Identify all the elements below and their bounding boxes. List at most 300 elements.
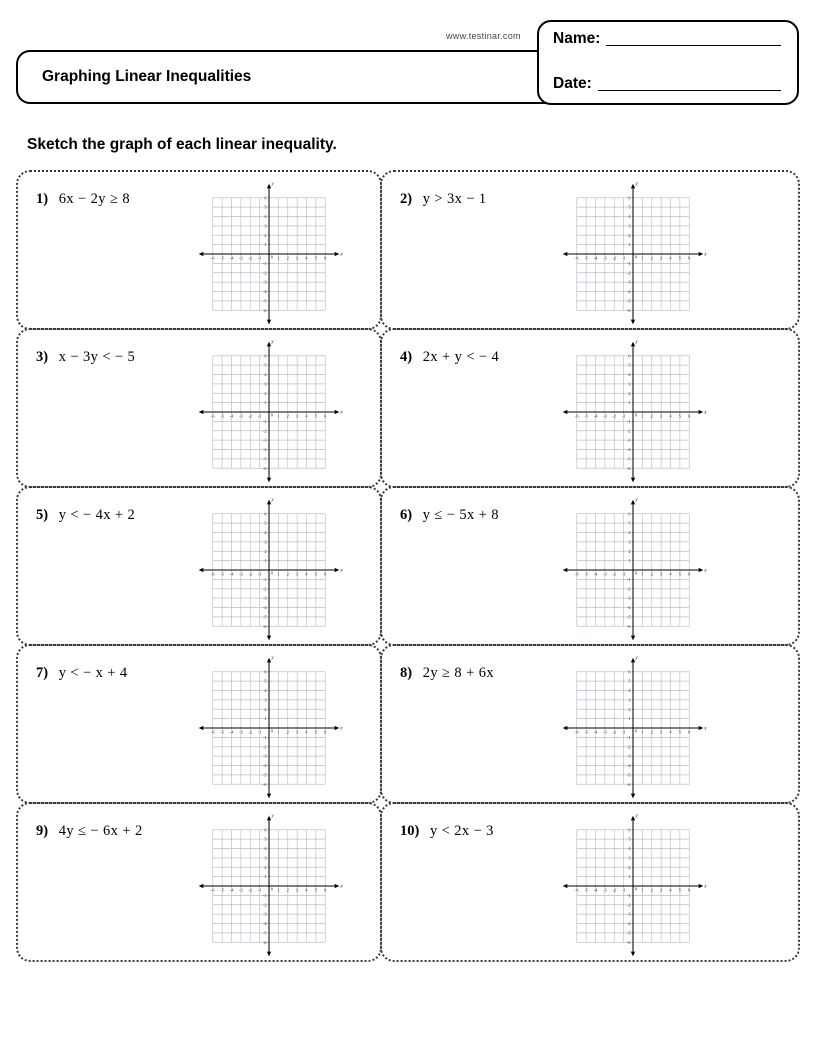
svg-text:4: 4 (669, 729, 672, 735)
svg-text:3: 3 (296, 571, 299, 577)
coordinate-grid (194, 179, 344, 329)
svg-text:6: 6 (264, 511, 267, 517)
svg-text:-1: -1 (626, 734, 631, 740)
svg-text:5: 5 (678, 729, 681, 735)
svg-text:-2: -2 (248, 255, 253, 261)
svg-text:-5: -5 (626, 930, 631, 936)
svg-text:x: x (340, 725, 343, 732)
problem-text (400, 492, 558, 524)
svg-text:-2: -2 (262, 428, 267, 434)
svg-text:6: 6 (628, 827, 631, 833)
problem-cell (16, 328, 382, 488)
svg-text:-6: -6 (210, 413, 215, 419)
svg-text:3: 3 (660, 255, 663, 261)
coordinate-grid (558, 495, 708, 645)
svg-text:-6: -6 (210, 255, 215, 261)
svg-text:-4: -4 (626, 447, 631, 452)
svg-text:4: 4 (669, 413, 672, 419)
svg-text:-3: -3 (239, 887, 243, 893)
problem-text (36, 808, 194, 840)
svg-text:-4: -4 (229, 255, 234, 261)
svg-text:-3: -3 (603, 571, 607, 577)
svg-text:-6: -6 (626, 939, 631, 945)
svg-text:3: 3 (660, 887, 663, 893)
problem-inequality: y < − 4x + 2 (58, 507, 136, 523)
svg-text:y: y (635, 339, 638, 346)
svg-text:-3: -3 (626, 753, 631, 759)
svg-text:-1: -1 (262, 734, 267, 740)
svg-text:-3: -3 (603, 887, 607, 893)
svg-text:-5: -5 (584, 255, 588, 261)
svg-text:3: 3 (296, 887, 299, 893)
svg-text:6: 6 (628, 195, 631, 201)
svg-text:2: 2 (628, 864, 631, 870)
svg-text:6: 6 (264, 669, 267, 675)
svg-text:3: 3 (628, 381, 631, 387)
problem-number: 7) (36, 665, 49, 681)
svg-text:-6: -6 (262, 307, 267, 313)
svg-text:1: 1 (628, 716, 631, 722)
problem-number: 9) (36, 823, 49, 839)
coordinate-grid (558, 653, 708, 803)
svg-text:-4: -4 (593, 887, 598, 893)
svg-text:2: 2 (650, 571, 653, 577)
svg-text:-3: -3 (262, 279, 267, 285)
svg-text:6: 6 (628, 511, 631, 517)
svg-text:1: 1 (628, 874, 631, 880)
svg-text:-4: -4 (626, 763, 631, 768)
svg-text:x: x (704, 883, 707, 890)
svg-text:2: 2 (650, 255, 653, 261)
svg-text:6: 6 (688, 571, 691, 577)
problem-number: 6) (400, 507, 413, 523)
svg-text:1: 1 (628, 242, 631, 248)
svg-text:-6: -6 (574, 729, 579, 735)
svg-text:-5: -5 (262, 772, 267, 778)
svg-text:4: 4 (628, 372, 631, 377)
svg-text:1: 1 (628, 400, 631, 406)
problem-number: 8) (400, 665, 413, 681)
svg-text:1: 1 (277, 887, 280, 893)
svg-text:-3: -3 (262, 911, 267, 917)
problem-text (400, 176, 558, 208)
svg-text:0: 0 (270, 570, 273, 576)
svg-text:-6: -6 (262, 623, 267, 629)
svg-text:-6: -6 (210, 571, 215, 577)
svg-text:-5: -5 (262, 930, 267, 936)
problem-cell (16, 486, 382, 646)
problem-inequality: 2x + y < − 4 (422, 349, 500, 365)
svg-text:5: 5 (264, 520, 267, 526)
svg-text:0: 0 (634, 254, 637, 260)
svg-text:0: 0 (634, 570, 637, 576)
svg-text:1: 1 (277, 571, 280, 577)
svg-text:5: 5 (628, 362, 631, 368)
problem-number: 2) (400, 191, 413, 207)
svg-text:2: 2 (650, 887, 653, 893)
svg-text:-2: -2 (626, 586, 631, 592)
coordinate-grid (558, 811, 708, 961)
svg-text:-3: -3 (603, 413, 607, 419)
svg-text:6: 6 (688, 729, 691, 735)
svg-text:-6: -6 (574, 413, 579, 419)
svg-text:-2: -2 (262, 902, 267, 908)
date-fill-line[interactable] (598, 77, 781, 91)
svg-text:3: 3 (628, 855, 631, 861)
svg-text:3: 3 (264, 539, 267, 545)
svg-text:-5: -5 (220, 255, 224, 261)
svg-text:-4: -4 (593, 255, 598, 261)
coordinate-grid (194, 653, 344, 803)
svg-text:1: 1 (641, 571, 644, 577)
svg-text:2: 2 (264, 390, 267, 396)
svg-text:-4: -4 (229, 571, 234, 577)
svg-text:y: y (635, 181, 638, 188)
svg-text:-2: -2 (248, 887, 253, 893)
svg-text:-3: -3 (239, 729, 243, 735)
svg-text:4: 4 (628, 530, 631, 535)
problem-cell (16, 802, 382, 962)
svg-text:3: 3 (264, 381, 267, 387)
website-url: www.testinar.com (446, 31, 521, 41)
svg-text:-2: -2 (612, 413, 617, 419)
problem-cell (16, 170, 382, 330)
svg-text:y: y (271, 813, 274, 820)
svg-text:-1: -1 (621, 729, 626, 735)
svg-text:y: y (635, 497, 638, 504)
svg-text:1: 1 (264, 874, 267, 880)
svg-text:0: 0 (270, 412, 273, 418)
svg-text:x: x (704, 409, 707, 416)
svg-text:5: 5 (314, 729, 317, 735)
svg-text:y: y (271, 339, 274, 346)
svg-text:5: 5 (628, 836, 631, 842)
svg-text:-3: -3 (626, 911, 631, 917)
svg-text:5: 5 (678, 255, 681, 261)
svg-text:-2: -2 (248, 729, 253, 735)
name-fill-line[interactable] (606, 32, 781, 46)
date-label: Date: (553, 75, 592, 92)
problem-text (400, 650, 558, 682)
problem-cell (16, 644, 382, 804)
svg-text:-6: -6 (262, 465, 267, 471)
svg-text:-4: -4 (593, 413, 598, 419)
svg-text:1: 1 (277, 729, 280, 735)
svg-text:5: 5 (264, 204, 267, 210)
svg-text:-5: -5 (584, 729, 588, 735)
svg-text:-2: -2 (248, 571, 253, 577)
svg-text:-1: -1 (621, 413, 626, 419)
svg-text:-4: -4 (593, 571, 598, 577)
svg-text:y: y (635, 655, 638, 662)
problem-text (36, 334, 194, 366)
svg-text:1: 1 (277, 413, 280, 419)
svg-text:6: 6 (324, 413, 327, 419)
svg-text:-5: -5 (584, 887, 588, 893)
svg-text:2: 2 (264, 864, 267, 870)
svg-text:4: 4 (669, 255, 672, 261)
svg-text:2: 2 (628, 548, 631, 554)
svg-text:5: 5 (314, 413, 317, 419)
svg-text:-5: -5 (626, 614, 631, 620)
svg-text:-5: -5 (626, 772, 631, 778)
svg-text:-4: -4 (626, 921, 631, 926)
name-label: Name: (553, 30, 601, 47)
worksheet-title: Graphing Linear Inequalities (42, 68, 252, 85)
svg-text:1: 1 (264, 242, 267, 248)
svg-text:5: 5 (678, 571, 681, 577)
problem-cell (380, 328, 800, 488)
svg-text:2: 2 (264, 706, 267, 712)
svg-text:2: 2 (286, 413, 289, 419)
svg-text:-2: -2 (262, 586, 267, 592)
svg-text:6: 6 (324, 887, 327, 893)
problem-text (400, 334, 558, 366)
date-row (553, 75, 781, 93)
coordinate-grid (558, 337, 708, 487)
svg-text:-6: -6 (574, 887, 579, 893)
svg-text:-5: -5 (584, 571, 588, 577)
svg-text:1: 1 (264, 558, 267, 564)
problem-inequality: y ≤ − 5x + 8 (422, 507, 499, 523)
svg-text:0: 0 (270, 254, 273, 260)
problem-number: 1) (36, 191, 49, 207)
svg-text:3: 3 (660, 571, 663, 577)
problem-inequality: 4y ≤ − 6x + 2 (58, 823, 143, 839)
svg-text:5: 5 (314, 255, 317, 261)
svg-text:-5: -5 (626, 456, 631, 462)
svg-text:4: 4 (305, 729, 308, 735)
coordinate-grid (194, 811, 344, 961)
svg-text:-3: -3 (603, 729, 607, 735)
svg-text:6: 6 (324, 571, 327, 577)
svg-text:-1: -1 (262, 576, 267, 582)
svg-text:-1: -1 (257, 887, 262, 893)
problem-inequality: 2y ≥ 8 + 6x (422, 665, 495, 681)
svg-text:-2: -2 (612, 571, 617, 577)
svg-text:-4: -4 (229, 729, 234, 735)
svg-text:3: 3 (628, 697, 631, 703)
svg-text:5: 5 (628, 678, 631, 684)
svg-text:-5: -5 (220, 571, 224, 577)
svg-text:3: 3 (660, 413, 663, 419)
svg-text:-3: -3 (239, 413, 243, 419)
svg-text:-1: -1 (262, 418, 267, 424)
svg-text:-5: -5 (584, 413, 588, 419)
svg-text:3: 3 (264, 223, 267, 229)
svg-text:2: 2 (650, 413, 653, 419)
instruction-text: Sketch the graph of each linear inequality. (27, 136, 337, 153)
svg-text:5: 5 (314, 887, 317, 893)
svg-text:2: 2 (286, 887, 289, 893)
problem-cell (380, 644, 800, 804)
problem-inequality: 6x − 2y ≥ 8 (58, 191, 131, 207)
svg-text:3: 3 (660, 729, 663, 735)
svg-text:-3: -3 (239, 255, 243, 261)
svg-text:1: 1 (628, 558, 631, 564)
svg-text:3: 3 (296, 255, 299, 261)
svg-text:2: 2 (286, 729, 289, 735)
svg-text:-1: -1 (257, 413, 262, 419)
svg-text:-3: -3 (262, 437, 267, 443)
svg-text:-2: -2 (612, 255, 617, 261)
svg-text:-2: -2 (612, 729, 617, 735)
svg-text:-4: -4 (262, 289, 267, 294)
svg-text:5: 5 (678, 413, 681, 419)
svg-text:6: 6 (324, 255, 327, 261)
coordinate-grid (194, 495, 344, 645)
svg-text:-4: -4 (593, 729, 598, 735)
svg-text:-1: -1 (262, 260, 267, 266)
svg-text:6: 6 (628, 353, 631, 359)
svg-text:-1: -1 (626, 418, 631, 424)
problem-cell (380, 170, 800, 330)
svg-text:-4: -4 (229, 413, 234, 419)
svg-text:y: y (271, 181, 274, 188)
svg-text:2: 2 (286, 571, 289, 577)
svg-text:-3: -3 (626, 595, 631, 601)
svg-text:-4: -4 (262, 921, 267, 926)
svg-text:3: 3 (264, 855, 267, 861)
svg-text:x: x (340, 567, 343, 574)
svg-text:-4: -4 (626, 289, 631, 294)
svg-text:-6: -6 (626, 781, 631, 787)
svg-text:4: 4 (264, 530, 267, 535)
svg-text:-4: -4 (262, 605, 267, 610)
svg-text:2: 2 (628, 706, 631, 712)
problem-cell (380, 486, 800, 646)
svg-text:-2: -2 (262, 744, 267, 750)
svg-text:-1: -1 (626, 576, 631, 582)
name-row (553, 30, 781, 48)
problem-number: 4) (400, 349, 413, 365)
svg-text:-6: -6 (210, 729, 215, 735)
svg-text:0: 0 (634, 412, 637, 418)
svg-text:6: 6 (264, 195, 267, 201)
svg-text:6: 6 (688, 413, 691, 419)
svg-text:x: x (340, 409, 343, 416)
svg-text:x: x (704, 567, 707, 574)
svg-text:-2: -2 (262, 270, 267, 276)
svg-text:-3: -3 (626, 279, 631, 285)
problem-inequality: x − 3y < − 5 (58, 349, 136, 365)
svg-text:-4: -4 (229, 887, 234, 893)
coordinate-grid (558, 179, 708, 329)
svg-text:x: x (340, 251, 343, 258)
svg-text:-6: -6 (574, 571, 579, 577)
svg-text:-1: -1 (262, 892, 267, 898)
svg-text:5: 5 (314, 571, 317, 577)
svg-text:4: 4 (305, 413, 308, 419)
svg-text:-3: -3 (603, 255, 607, 261)
svg-text:2: 2 (650, 729, 653, 735)
problems-grid (16, 170, 800, 962)
svg-text:1: 1 (264, 400, 267, 406)
svg-text:1: 1 (264, 716, 267, 722)
svg-text:3: 3 (628, 539, 631, 545)
svg-text:6: 6 (324, 729, 327, 735)
svg-text:-6: -6 (210, 887, 215, 893)
svg-text:5: 5 (628, 520, 631, 526)
problem-number: 3) (36, 349, 49, 365)
svg-text:-6: -6 (626, 307, 631, 313)
svg-text:6: 6 (264, 353, 267, 359)
svg-text:-2: -2 (626, 744, 631, 750)
svg-text:0: 0 (270, 886, 273, 892)
svg-text:x: x (704, 725, 707, 732)
svg-text:1: 1 (641, 413, 644, 419)
problem-inequality: y < 2x − 3 (429, 823, 494, 839)
svg-text:-3: -3 (262, 595, 267, 601)
svg-text:6: 6 (264, 827, 267, 833)
coordinate-grid (194, 337, 344, 487)
svg-text:-1: -1 (626, 260, 631, 266)
problem-number: 5) (36, 507, 49, 523)
svg-text:1: 1 (641, 729, 644, 735)
svg-text:-1: -1 (621, 571, 626, 577)
svg-text:4: 4 (264, 846, 267, 851)
svg-text:3: 3 (264, 697, 267, 703)
svg-text:-1: -1 (257, 571, 262, 577)
svg-text:4: 4 (264, 372, 267, 377)
problem-text (400, 808, 558, 840)
svg-text:-6: -6 (626, 465, 631, 471)
svg-text:4: 4 (628, 846, 631, 851)
svg-text:-5: -5 (626, 298, 631, 304)
svg-text:-1: -1 (257, 255, 262, 261)
svg-text:2: 2 (286, 255, 289, 261)
svg-text:4: 4 (669, 887, 672, 893)
svg-text:2: 2 (628, 232, 631, 238)
svg-text:y: y (271, 497, 274, 504)
svg-text:y: y (271, 655, 274, 662)
svg-text:5: 5 (628, 204, 631, 210)
svg-text:3: 3 (296, 413, 299, 419)
svg-text:-4: -4 (626, 605, 631, 610)
svg-text:5: 5 (264, 678, 267, 684)
svg-text:-3: -3 (239, 571, 243, 577)
svg-text:-5: -5 (220, 729, 224, 735)
problem-text (36, 492, 194, 524)
svg-text:x: x (704, 251, 707, 258)
svg-text:1: 1 (277, 255, 280, 261)
svg-text:-1: -1 (626, 892, 631, 898)
svg-text:-2: -2 (626, 902, 631, 908)
svg-text:-6: -6 (262, 939, 267, 945)
svg-text:1: 1 (641, 887, 644, 893)
problem-text (36, 176, 194, 208)
svg-text:0: 0 (634, 728, 637, 734)
svg-text:-5: -5 (262, 456, 267, 462)
svg-text:3: 3 (628, 223, 631, 229)
svg-text:x: x (340, 883, 343, 890)
svg-text:-5: -5 (220, 413, 224, 419)
svg-text:6: 6 (688, 255, 691, 261)
svg-text:6: 6 (628, 669, 631, 675)
svg-text:-2: -2 (626, 428, 631, 434)
svg-text:-2: -2 (248, 413, 253, 419)
svg-text:1: 1 (641, 255, 644, 261)
problem-cell (380, 802, 800, 962)
svg-text:4: 4 (628, 688, 631, 693)
svg-text:-1: -1 (257, 729, 262, 735)
svg-text:2: 2 (628, 390, 631, 396)
problem-inequality: y < − x + 4 (58, 665, 128, 681)
svg-text:4: 4 (264, 688, 267, 693)
svg-text:-2: -2 (626, 270, 631, 276)
svg-text:0: 0 (634, 886, 637, 892)
problem-inequality: y > 3x − 1 (422, 191, 487, 207)
